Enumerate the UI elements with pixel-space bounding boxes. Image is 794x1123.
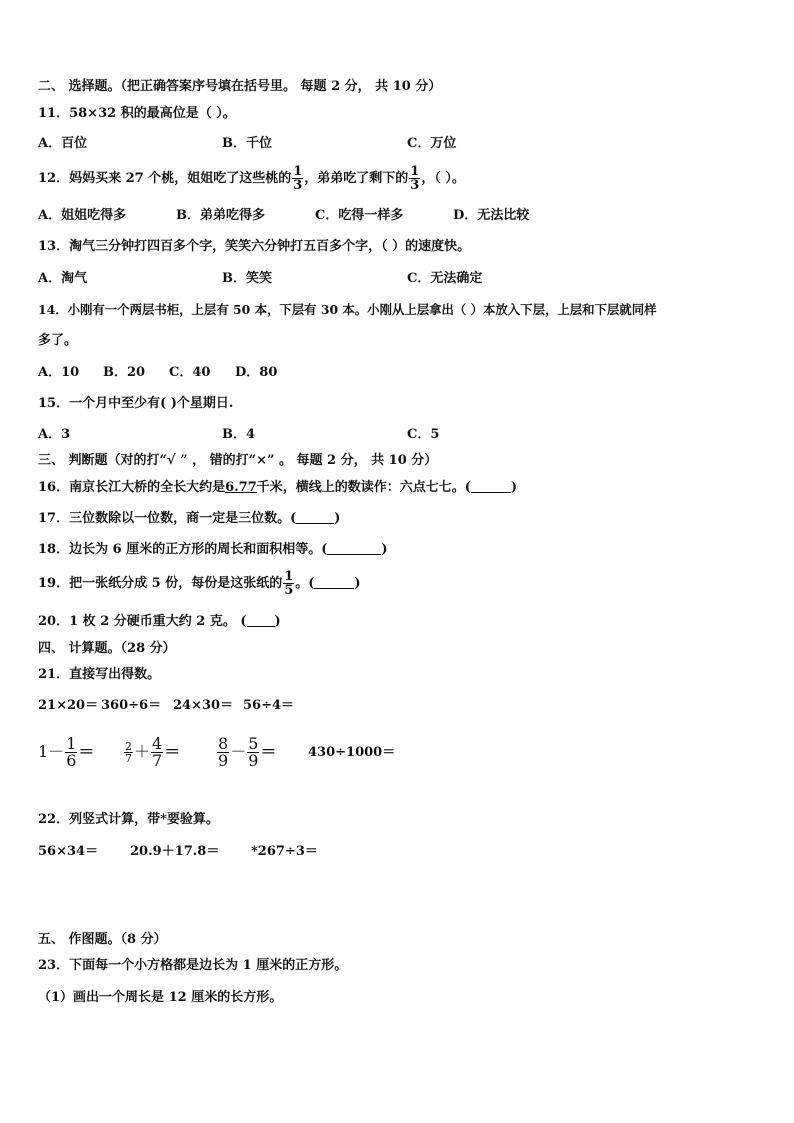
calc-text: 1－ — [38, 742, 65, 761]
section-heading-choice: 二、 选择题。（把正确答案序号填在括号里。 每题 2 分， 共 10 分） — [38, 79, 442, 94]
question-13: 13．淘气三分钟打四百多个字，笑笑六分钟打五百多个字，（ ）的速度快。 — [38, 239, 471, 254]
question-18 — [38, 542, 388, 558]
answer-blank[interactable] — [314, 576, 354, 589]
frac-num: 2 — [125, 740, 132, 753]
answer-blank[interactable] — [247, 614, 275, 627]
question-14-line2: 多了。 — [38, 333, 78, 348]
fraction — [247, 736, 259, 769]
question-12 — [38, 163, 465, 195]
question-19 — [38, 567, 361, 601]
question-20-text: 20．1 枚 2 分硬币重大约 2 克。 ( — [38, 614, 247, 629]
question-11: 11．58×32 积的最高位是（ ）。 — [38, 106, 236, 121]
option-12a: A．姐姐吃得多 — [38, 208, 127, 223]
calc-fraction-1 — [38, 732, 94, 772]
option-13a: A．淘气 — [38, 271, 88, 286]
frac-den: 5 — [284, 583, 294, 598]
question-14-line1: 14．小刚有一个两层书柜，上层有 50 本，下层有 30 本。小刚从上层拿出（ ）本放入下层，上层和下层就同样 — [38, 302, 657, 317]
question-17 — [38, 511, 340, 527]
question-16-text-a: 16．南京长江大桥的全长大约是 — [38, 480, 226, 495]
fraction — [124, 741, 133, 764]
fraction-one-fifth — [283, 570, 294, 597]
frac-num: 1 — [293, 164, 303, 179]
question-12-text-a: 12．妈妈买来 27 个桃，姐姐吃了这些桃的 — [38, 171, 292, 186]
question-21-title: 21．直接写出得数。 — [38, 667, 161, 682]
question-19-text-b: 。( — [295, 576, 315, 591]
calc-item: 24×30＝ — [173, 698, 234, 713]
frac-den: 9 — [248, 751, 259, 770]
option-14c: C．40 — [169, 365, 211, 380]
frac-num: 5 — [248, 734, 259, 753]
question-18-close: ) — [381, 542, 388, 557]
frac-den: 9 — [218, 751, 229, 770]
section-heading-calc: 四、 计算题。（28 分） — [38, 641, 176, 656]
question-16-text-b: 千米，横线上的数读作：六点七七。( — [256, 480, 471, 495]
calc-item: 20.9＋17.8＝ — [130, 844, 220, 859]
fraction — [65, 736, 77, 769]
section-heading-judge: 三、 判断题（对的打“√ ” ， 错的打“×” 。 每题 2 分， 共 10 分） — [38, 453, 438, 468]
underlined-number: 6.77 — [225, 480, 257, 495]
calc-text: ＋ — [134, 742, 151, 761]
calc-item: *267÷3＝ — [251, 844, 318, 859]
fraction-one-third-b — [409, 165, 420, 192]
answer-blank[interactable] — [471, 480, 511, 493]
frac-den: 3 — [293, 178, 303, 193]
answer-blank[interactable] — [296, 511, 334, 524]
option-15c: C．5 — [407, 427, 440, 442]
answer-blank[interactable] — [327, 542, 381, 555]
question-20 — [38, 614, 281, 630]
calc-text: ＝ — [78, 742, 95, 761]
question-17-close: ) — [334, 511, 341, 526]
section-heading-drawing: 五、 作图题。（8 分） — [38, 932, 167, 947]
option-12c: C．吃得一样多 — [315, 208, 404, 223]
calc-text: ＝ — [164, 742, 181, 761]
calc-item: 360÷6＝ — [101, 698, 162, 713]
frac-num: 1 — [410, 164, 420, 179]
option-12d: D．无法比较 — [453, 208, 530, 223]
question-19-text: 19．把一张纸分成 5 份，每份是这张纸的 — [38, 576, 283, 591]
calc-item: 56×34＝ — [38, 844, 99, 859]
frac-den: 3 — [410, 178, 420, 193]
option-15a: A．3 — [38, 427, 71, 442]
fraction — [217, 736, 229, 769]
option-11b: B．千位 — [222, 136, 272, 151]
frac-num: 8 — [218, 734, 229, 753]
fraction — [151, 736, 163, 769]
question-17-text: 17．三位数除以一位数，商一定是三位数。( — [38, 511, 297, 526]
question-23-sub1: （1）画出一个周长是 12 厘米的长方形。 — [38, 990, 283, 1005]
question-19-close: ) — [354, 576, 361, 591]
option-15b: B．4 — [222, 427, 256, 442]
frac-den: 7 — [125, 752, 132, 765]
frac-num: 4 — [152, 734, 163, 753]
question-20-close: ) — [274, 614, 281, 629]
calc-fraction-2 — [123, 732, 180, 772]
option-12b: B．弟弟吃得多 — [176, 208, 265, 223]
question-16-close: ) — [510, 480, 518, 495]
option-13c: C．无法确定 — [407, 271, 483, 286]
option-14a: A．10 — [38, 365, 80, 380]
calc-item: 21×20＝ — [38, 698, 99, 713]
frac-num: 1 — [66, 734, 77, 753]
option-14b: B．20 — [103, 365, 146, 380]
frac-den: 6 — [66, 751, 77, 770]
question-16 — [38, 480, 517, 496]
option-13b: B．笑笑 — [222, 271, 272, 286]
question-23-title: 23．下面每一个小方格都是边长为 1 厘米的正方形。 — [38, 958, 348, 973]
calc-text: － — [230, 742, 247, 761]
question-12-text-c: ，（ ）。 — [421, 171, 465, 186]
question-18-text: 18．边长为 6 厘米的正方形的周长和面积相等。( — [38, 542, 328, 557]
calc-fraction-3 — [216, 732, 276, 772]
question-12-text-b: ，弟弟吃了剩下的 — [304, 171, 409, 186]
option-11c: C．万位 — [407, 136, 457, 151]
frac-num: 1 — [284, 569, 294, 584]
calc-item: 430÷1000＝ — [308, 745, 396, 760]
question-22-title: 22．列竖式计算，带*要验算。 — [38, 812, 219, 827]
fraction-one-third-a — [292, 165, 303, 192]
frac-den: 7 — [152, 751, 163, 770]
calc-text: ＝ — [260, 742, 277, 761]
option-11a: A．百位 — [38, 136, 88, 151]
question-15: 15．一个月中至少有( )个星期日. — [38, 396, 234, 411]
option-14d: D．80 — [235, 365, 278, 380]
calc-item: 56÷4＝ — [243, 698, 295, 713]
